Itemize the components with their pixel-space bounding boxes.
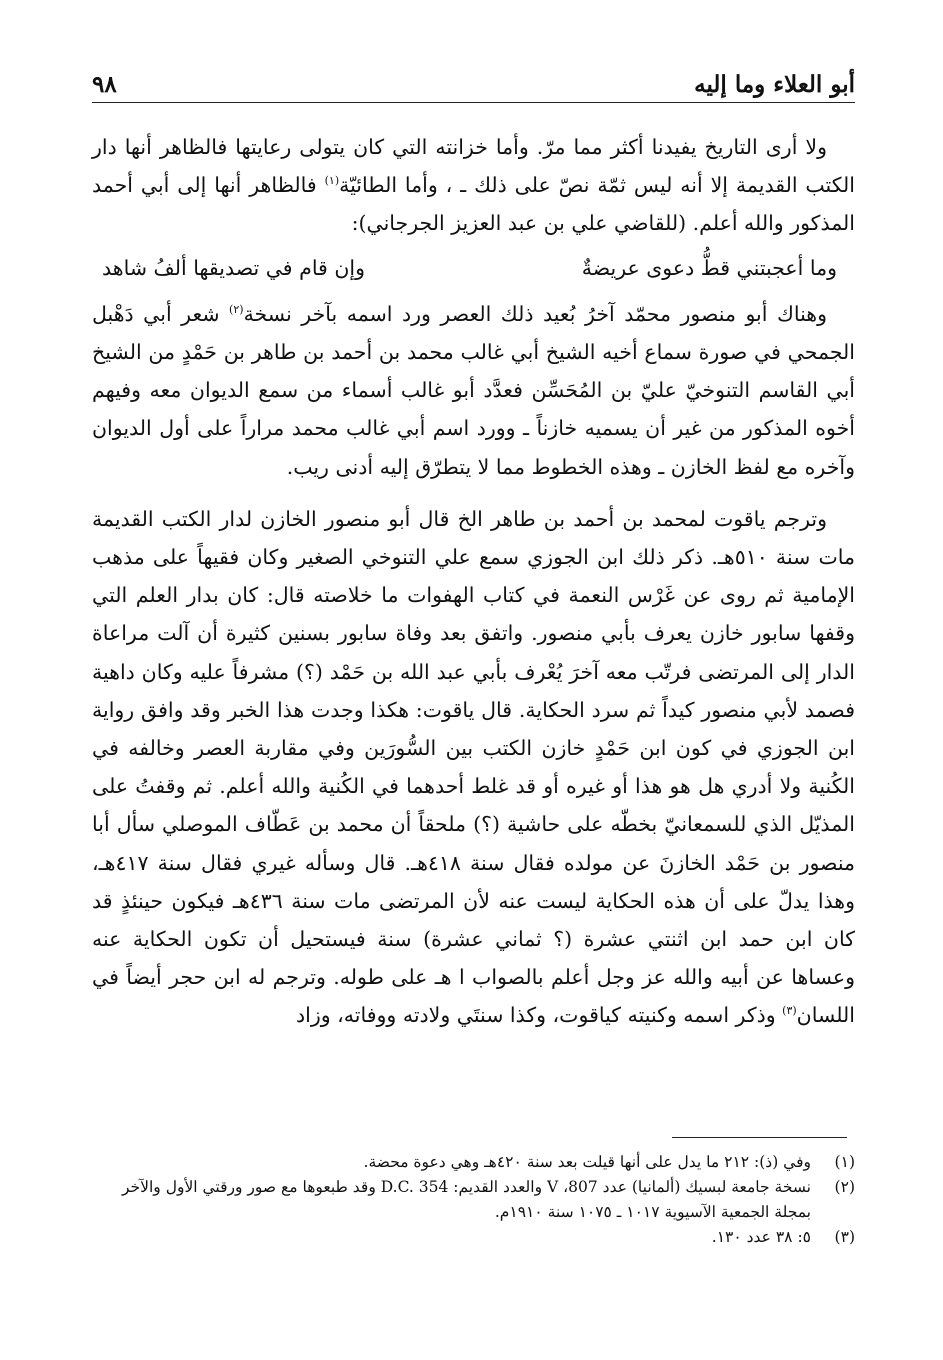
paragraph-3: وترجم ياقوت لمحمد بن أحمد بن طاهر الخ قال أبو منصور الخازن لدار الكتب القديمة مات سنة ٥١٠هـ. ذكر ذلك ابن الجوزي سمع علي التنوخي الصغير وكان فقيهاً على مذهب الإمامية ثم روى عن غَرْس النعمة في كتاب الهفوات ما خلاصته قال: كان بدار العلم التي وقفها سابور خازن يعرف بأبي منصور. واتفق بعد وفاة سابور بسنين كثيرة أن آلت مراعاة الدار إلى المرتضى فرتّب معه آخرَ يُعْرف بأبي عبد الله بن حَمْد (؟) مشرفاً عليه وكان داهية فصمد لأبي منصور كيداً ثم سرد الحكاية. قال ياقوت: هكذا وجدت هذا الخبر وقد وافق رواية ابن الجوزي في كون ابن حَمْدٍ خازن الكتب بين السُّورَين وفي مقاربة العصر وخالفه في الكُنية ولا أدري هل هو هذا أو غيره أو قد غلط أحدهما في الكُنية والله أعلم. ثم وقفتُ على المذيّل الذي للسمعانيّ بخطّه على حاشية (؟) ملحقاً أن محمد بن عَطّاف الموصلي سأل أبا منصور بن حَمْد الخازنَ عن مولده فقال سنة ٤١٨هـ. قال وسأله غيري فقال سنة ٤١٧هـ، وهذا يدلّ على أن هذه الحكاية ليست عنه لأن المرتضى مات سنة ٤٣٦هـ فيكون حينئذٍ قد كان ابن حمد ابن اثنتي عشرة (؟ ثماني عشرة) سنة فيستحيل أن تكون الحكاية عنه وعساها عن أبيه والله عز وجل أعلم بالصواب ا هـ على طوله. وترجم له ابن حجر أيضاً في اللسان$^{(٣)}$ وذكر اسمه وكنيته كياقوت، وكذا سنتَي ولادته ووفاته، وزاد [92, 506, 856, 1028]
paragraph-1: ولا أرى التاريخ يفيدنا أكثر مما مرّ. وأما خزانته التي كان يتولى رعايتها فالظاهر أنها دار الكتب القديمة إلا أنه ليس ثمّة نصّ على ذلك ـ ، وأما الطائيّة$^{(١)}$ فالظاهر أنها إلى أبي أحمد المذكور والله أعلم. (للقاضي علي بن عبد العزيز الجرجاني): [92, 135, 855, 236]
footnote-ref-1: (١) [324, 174, 340, 188]
paragraph-2: وهناك أبو منصور محمّد آخرُ بُعيد ذلك العصر ورد اسمه بآخر نسخة$^{(٢)}$ شعر أبي دَهْبل الجمحي في صورة سماع أخيه الشيخ أبي غالب محمد بن أحمد بن طاهر بن حَمْدٍ من الشيخ أبي القاسم التنوخيّ عليّ بن المُحَسِّن فعدَّد أبو غالب أسماء من سمع الديوان معه وفيهم أخوه المذكور من غير أن يسميه خازناً ـ وورد اسم أبي غالب محمد مراراً على أول الديوان وآخره مع لفظ الخازن ـ وهذه الخطوط مما لا يتطرّق إليه أدنى ريب. [92, 301, 855, 479]
running-title: أبو العلاء وما إليه [694, 71, 855, 98]
footnote-number: (٢) [834, 1178, 855, 1196]
running-header [92, 62, 855, 98]
verse-second-hemistich: وإن قام في تصديقها ألفُ شاهد [102, 255, 366, 280]
footnote-text: ٥: ٣٨ عدد ١٣٠. [711, 1228, 811, 1246]
footnote-number: (١) [834, 1153, 855, 1171]
footnote-1 [92, 1150, 855, 1175]
footnote-text: وفي (ذ): ٢١٢ ما يدل على أنها قيلت بعد سنة ٤٢٠هـ وهي دعوة محضة. [363, 1153, 811, 1171]
footnotes [92, 1150, 855, 1250]
header-divider [92, 102, 855, 103]
footnote-number: (٣) [834, 1228, 855, 1246]
footnote-ref-2: (٢) [229, 302, 244, 316]
page-number: ٩٨ [92, 71, 117, 98]
footnote-3 [92, 1225, 855, 1250]
footnote-text: نسخة جامعة لبسيك (ألمانيا) عدد 807، V والعدد القديم: D.C. 354 وقد طبعوها مع صور ورقتي الأول والآخر بمجلة الجمعية الآسيوية ١٠١٧ ـ ١٠٧٥ سنة ١٩١٠م. [122, 1178, 811, 1221]
footnote-ref-3: (٣) [782, 1004, 797, 1018]
poetry-verse [92, 249, 855, 287]
footnote-2 [92, 1175, 855, 1225]
verse-first-hemistich: وما أعجبتني قطُّ دعوى عريضةٌ [581, 255, 837, 280]
footnote-divider [672, 1137, 847, 1138]
main-text [92, 128, 855, 1035]
